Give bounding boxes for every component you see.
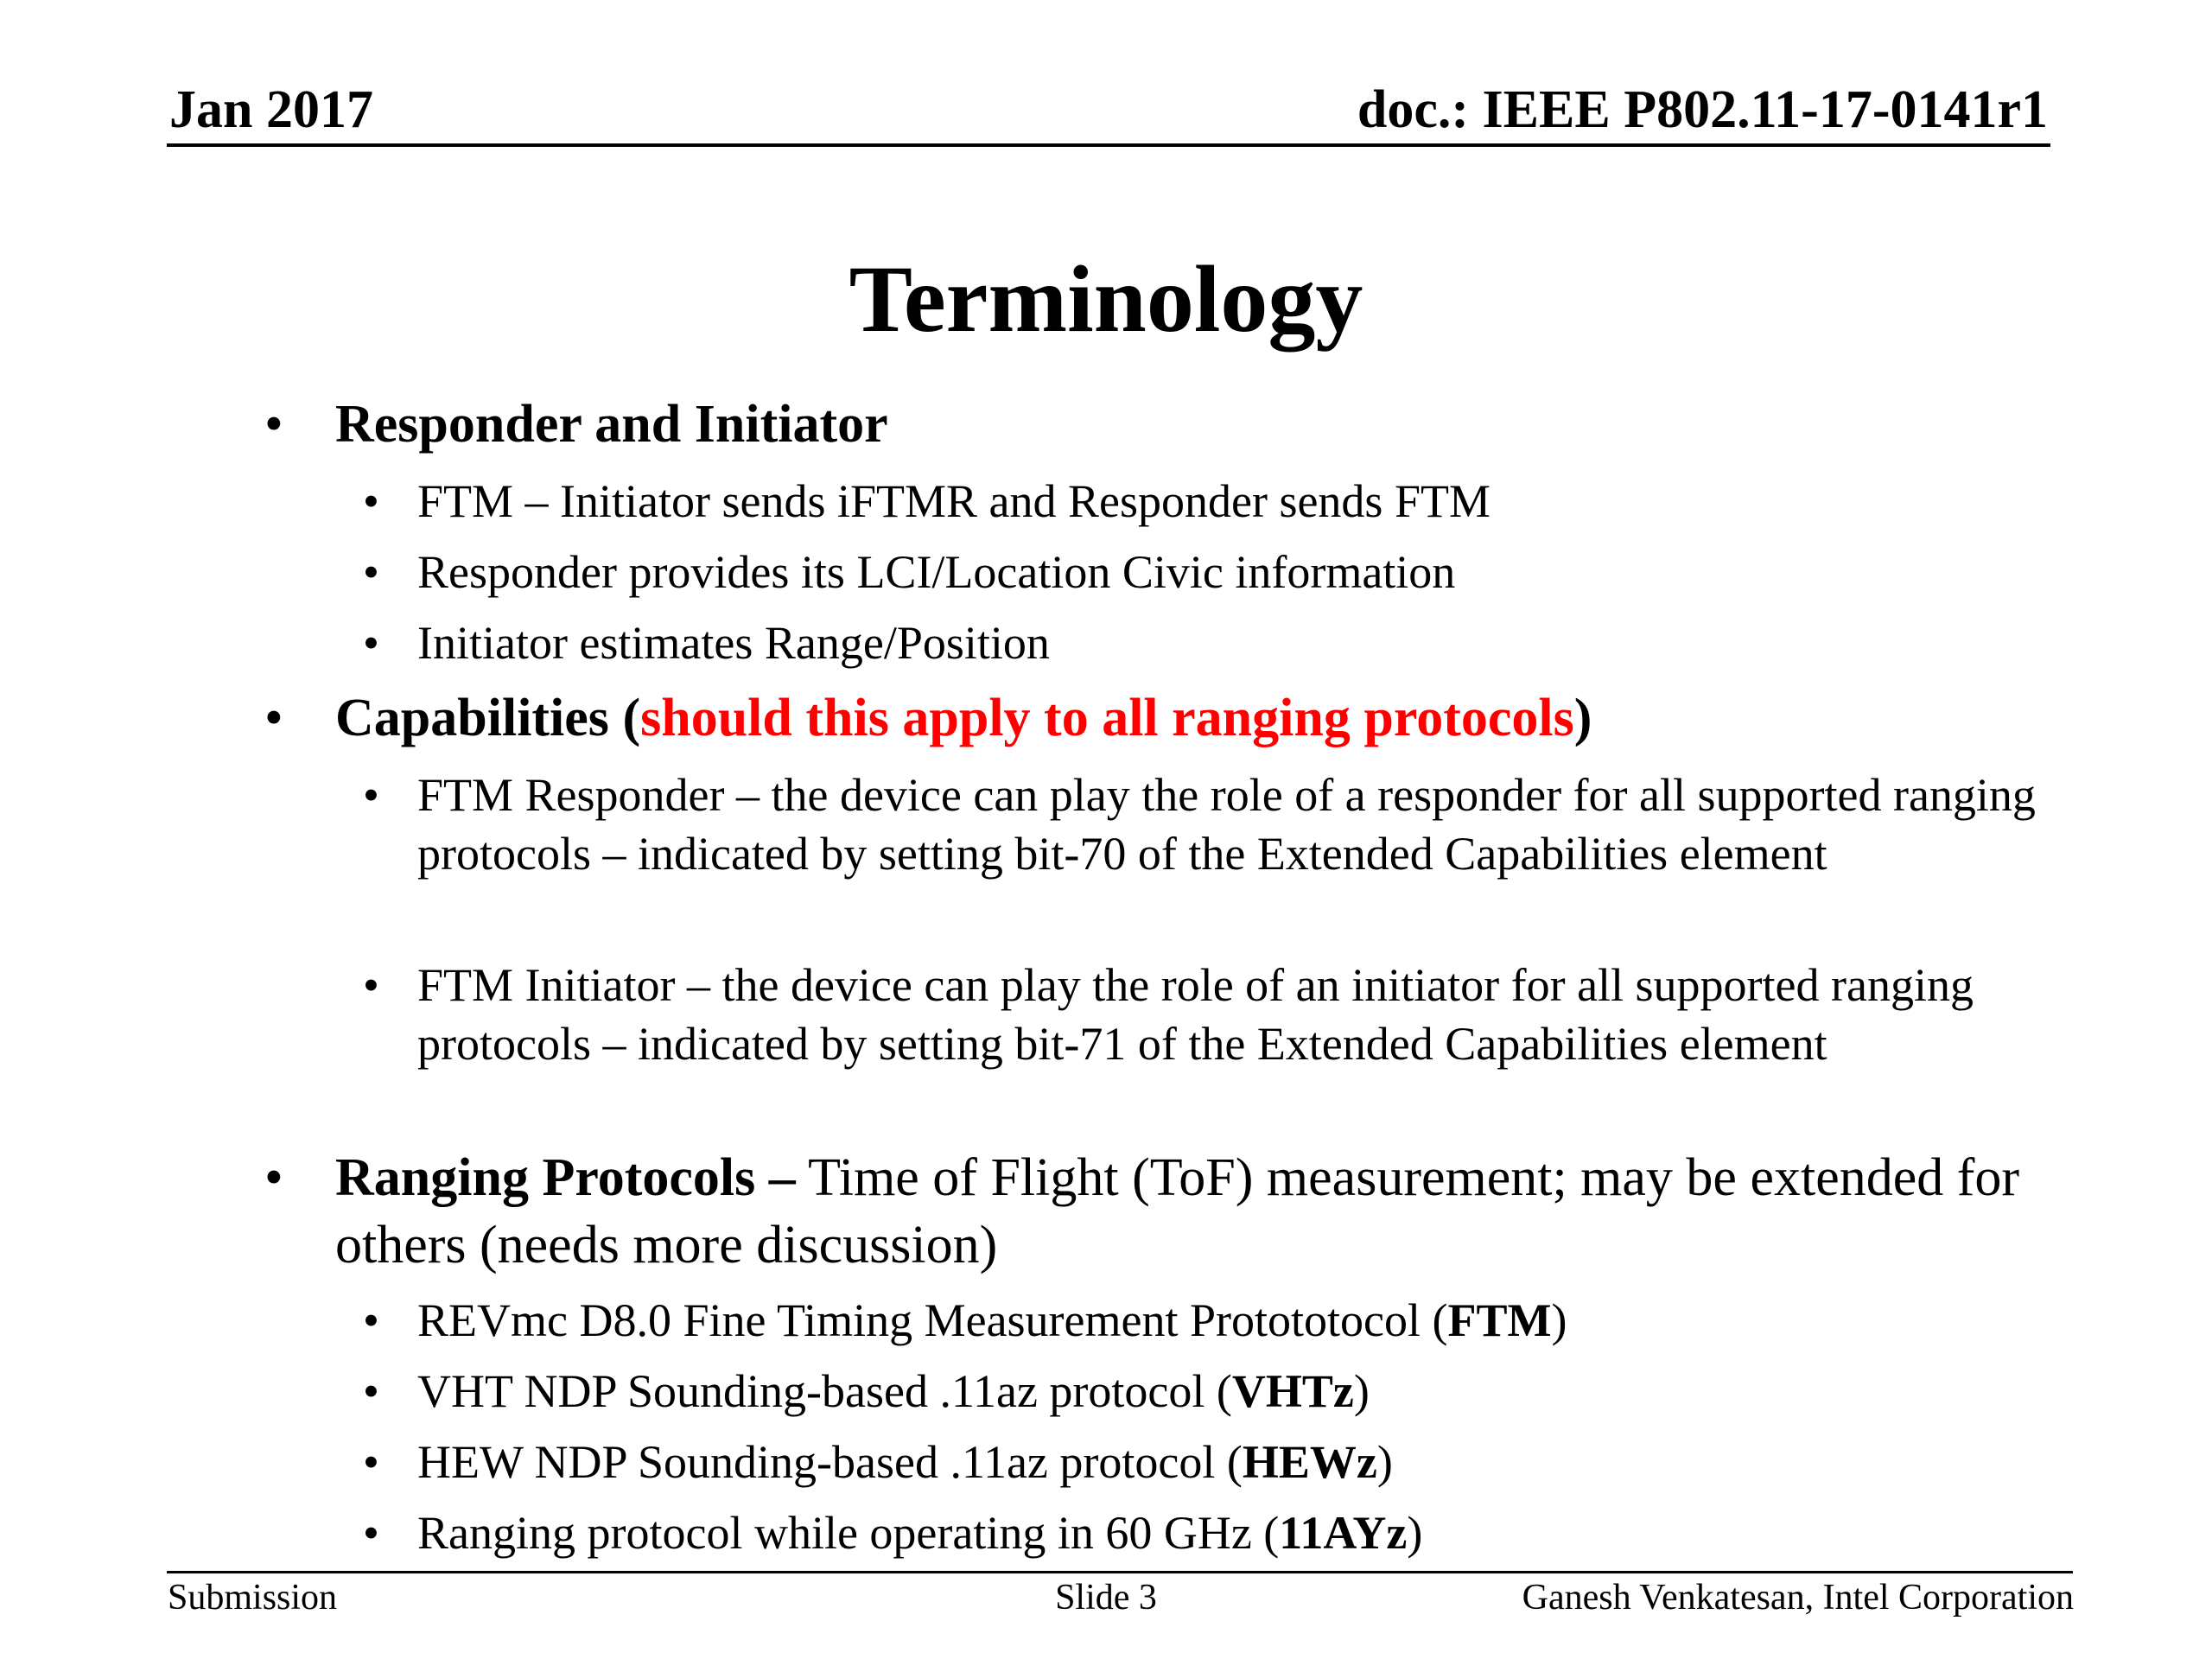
protocol-abbrev: 11AYz	[1279, 1507, 1408, 1559]
sub-bullet	[363, 1362, 2059, 1421]
close-paren: )	[1353, 1365, 1370, 1417]
header-doc-id: doc.: IEEE P802.11-17-0141r1	[1357, 80, 2048, 139]
header-divider	[167, 143, 2050, 147]
bullet-marker: •	[363, 1365, 379, 1417]
sub-bullet-text: FTM Initiator – the device can play the role of an initiator for all supported ranging protocols – indicated by setting bit-71 of the Extended Capabilities element	[417, 959, 1974, 1070]
bullet-marker: •	[363, 1507, 379, 1559]
sub-bullet	[363, 613, 2059, 672]
sub-bullet-text: HEW NDP Sounding-based .11az protocol (	[417, 1436, 1243, 1488]
header-date: Jan 2017	[169, 80, 373, 139]
sub-bullet	[363, 543, 2059, 601]
sub-bullet-text: Responder provides its LCI/Location Civic information	[417, 546, 1456, 598]
close-paren: )	[1573, 689, 1592, 747]
bullet-text: Time of Flight (ToF) measurement; may be extended for others (needs more discussion)	[335, 1148, 2020, 1274]
open-paren: (	[608, 689, 641, 747]
footer-submission: Submission	[168, 1578, 338, 1618]
footer-slide-number: Slide 3	[1055, 1578, 1157, 1618]
bullet-marker: •	[363, 769, 379, 821]
sub-bullet	[363, 1433, 2059, 1491]
bullet-marker: •	[264, 689, 283, 747]
bullet-marker: •	[363, 1436, 379, 1488]
sub-bullet	[363, 766, 2059, 883]
sub-bullet-text: FTM Responder – the device can play the role of a responder for all supported ranging protocols – indicated by setting bit-70 of the Extended Capabilities element	[417, 769, 2036, 880]
sub-bullet-text: REVmc D8.0 Fine Timing Measurement Protototocol (	[417, 1294, 1448, 1346]
sub-bullet-text: Initiator estimates Range/Position	[417, 617, 1050, 669]
protocol-abbrev: FTM	[1447, 1294, 1552, 1346]
highlight-note: should this apply to all ranging protocols	[640, 689, 1574, 747]
sub-bullet	[363, 956, 2059, 1073]
sub-bullet-text: Ranging protocol while operating in 60 GHz (	[417, 1507, 1280, 1559]
protocol-abbrev: HEWz	[1242, 1436, 1377, 1488]
footer-author: Ganesh Venkatesan, Intel Corporation	[1522, 1578, 2074, 1618]
sub-bullet	[363, 472, 2059, 531]
close-paren: )	[1407, 1507, 1423, 1559]
bullet-heading: Capabilities	[335, 689, 609, 747]
sub-bullet-text: VHT NDP Sounding-based .11az protocol (	[417, 1365, 1232, 1417]
close-paren: )	[1551, 1294, 1567, 1346]
bullet-marker: •	[363, 475, 379, 527]
bullet-marker: •	[363, 959, 379, 1011]
bullet-marker: •	[264, 1148, 283, 1207]
bullet-marker: •	[363, 546, 379, 598]
bullet-ranging-protocols	[264, 1144, 2063, 1279]
protocol-abbrev: VHTz	[1231, 1365, 1354, 1417]
footer-divider	[167, 1571, 2073, 1573]
sub-bullet	[363, 1503, 2059, 1562]
bullet-heading: Ranging Protocols –	[335, 1148, 796, 1207]
close-paren: )	[1376, 1436, 1393, 1488]
sub-bullet	[363, 1291, 2059, 1350]
sub-bullet-text: FTM – Initiator sends iFTMR and Responder sends FTM	[417, 475, 1491, 527]
bullet-marker: •	[363, 617, 379, 669]
slide-title: Terminology	[849, 246, 1363, 352]
bullet-marker: •	[363, 1294, 379, 1346]
bullet-heading: Responder and Initiator	[335, 395, 888, 454]
bullet-capabilities	[264, 684, 2063, 752]
bullet-marker: •	[264, 395, 283, 454]
bullet-responder-initiator	[264, 391, 2063, 458]
